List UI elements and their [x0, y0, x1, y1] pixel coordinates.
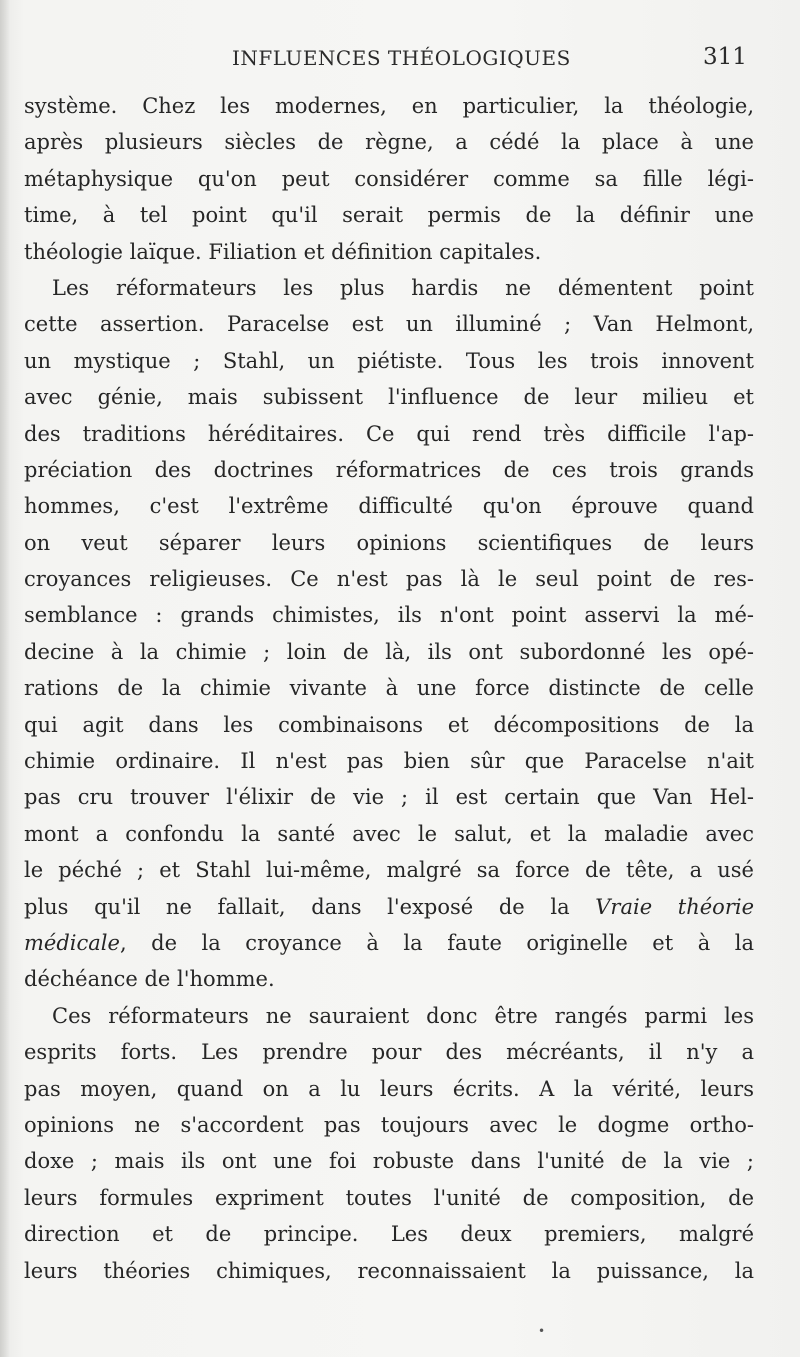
text-line: leurs théories chimiques, reconnaissaient la puissance, la [24, 1258, 754, 1283]
text-line: semblance : grands chimistes, ils n'ont point asservi la mé- [24, 603, 754, 628]
text-line: système. Chez les modernes, en particulier, la théologie, [24, 94, 754, 118]
text-line-with-title [24, 925, 754, 961]
text-line: esprits forts. Les prendre pour des mécréants, il n'y a [24, 1040, 754, 1065]
text-line: hommes, c'est l'extrême difficulté qu'on éprouve quand [24, 494, 754, 519]
text-line: métaphysique qu'on peut considérer comme sa fille légi- [24, 166, 754, 191]
text-line: le péché ; et Stahl lui-même, malgré sa force de tête, a usé [24, 858, 754, 883]
text-line: après plusieurs siècles de règne, a cédé la place à une [24, 130, 754, 155]
text-line: cette assertion. Paracelse est un illuminé ; Van Helmont, [24, 312, 754, 337]
text-line: un mystique ; Stahl, un piétiste. Tous les trois innovent [24, 348, 754, 373]
text-line: pas cru trouver l'élixir de vie ; il est certain que Van Hel- [24, 785, 754, 810]
text-line: préciation des doctrines réformatrices de ces trois grands [24, 457, 754, 482]
text-line: pas moyen, quand on a lu leurs écrits. A la vérité, leurs [24, 1076, 754, 1101]
text-line: direction et de principe. Les deux premiers, malgré [24, 1222, 754, 1247]
text-line: time, à tel point qu'il serait permis de la définir une [24, 203, 754, 228]
running-head: INFLUENCES THÉOLOGIQUES [232, 46, 571, 70]
text-segment: , de la croyance à la faute originelle et à la [119, 930, 754, 955]
text-line: des traditions héréditaires. Ce qui rend très difficile l'ap- [24, 421, 754, 446]
text-line: rations de la chimie vivante à une force distincte de celle [24, 676, 754, 701]
text-line: chimie ordinaire. Il n'est pas bien sûr que Paracelse n'ait [24, 749, 754, 774]
text-line: croyances religieuses. Ce n'est pas là le seul point de res- [24, 567, 754, 592]
text-line: mont a confondu la santé avec le salut, et la maladie avec [24, 821, 754, 846]
text-line: théologie laïque. Filiation et définition capitales. [24, 239, 542, 264]
text-line: doxe ; mais ils ont une foi robuste dans l'unité de la vie ; [24, 1149, 754, 1174]
page-number: 311 [703, 44, 747, 70]
text-line: avec génie, mais subissent l'influence de leur milieu et [24, 385, 754, 410]
text-line: qui agit dans les combinaisons et décompositions de la [24, 712, 754, 737]
text-line: déchéance de l'homme. [24, 967, 275, 992]
text-line: opinions ne s'accordent pas toujours avec le dogme ortho- [24, 1112, 754, 1137]
paragraph-first-line: Les réformateurs les plus hardis ne démentent point [52, 275, 754, 300]
book-title-italic: Vraie théorie [595, 894, 754, 919]
body-text [24, 88, 754, 1289]
text-line: decine à la chimie ; loin de là, ils ont subordonné les opé- [24, 639, 754, 664]
text-segment: plus qu'il ne fallait, dans l'exposé de la [24, 894, 570, 919]
book-title-italic-continued: médicale [24, 930, 120, 955]
text-line: on veut séparer leurs opinions scientifiques de leurs [24, 530, 754, 555]
page-header [0, 40, 800, 76]
footer-ornament: • [538, 1324, 546, 1338]
text-line: leurs formules expriment toutes l'unité de composition, de [24, 1185, 754, 1210]
paragraph-first-line: Ces réformateurs ne sauraient donc être rangés parmi les [52, 1003, 754, 1028]
text-line-with-title [24, 889, 754, 925]
